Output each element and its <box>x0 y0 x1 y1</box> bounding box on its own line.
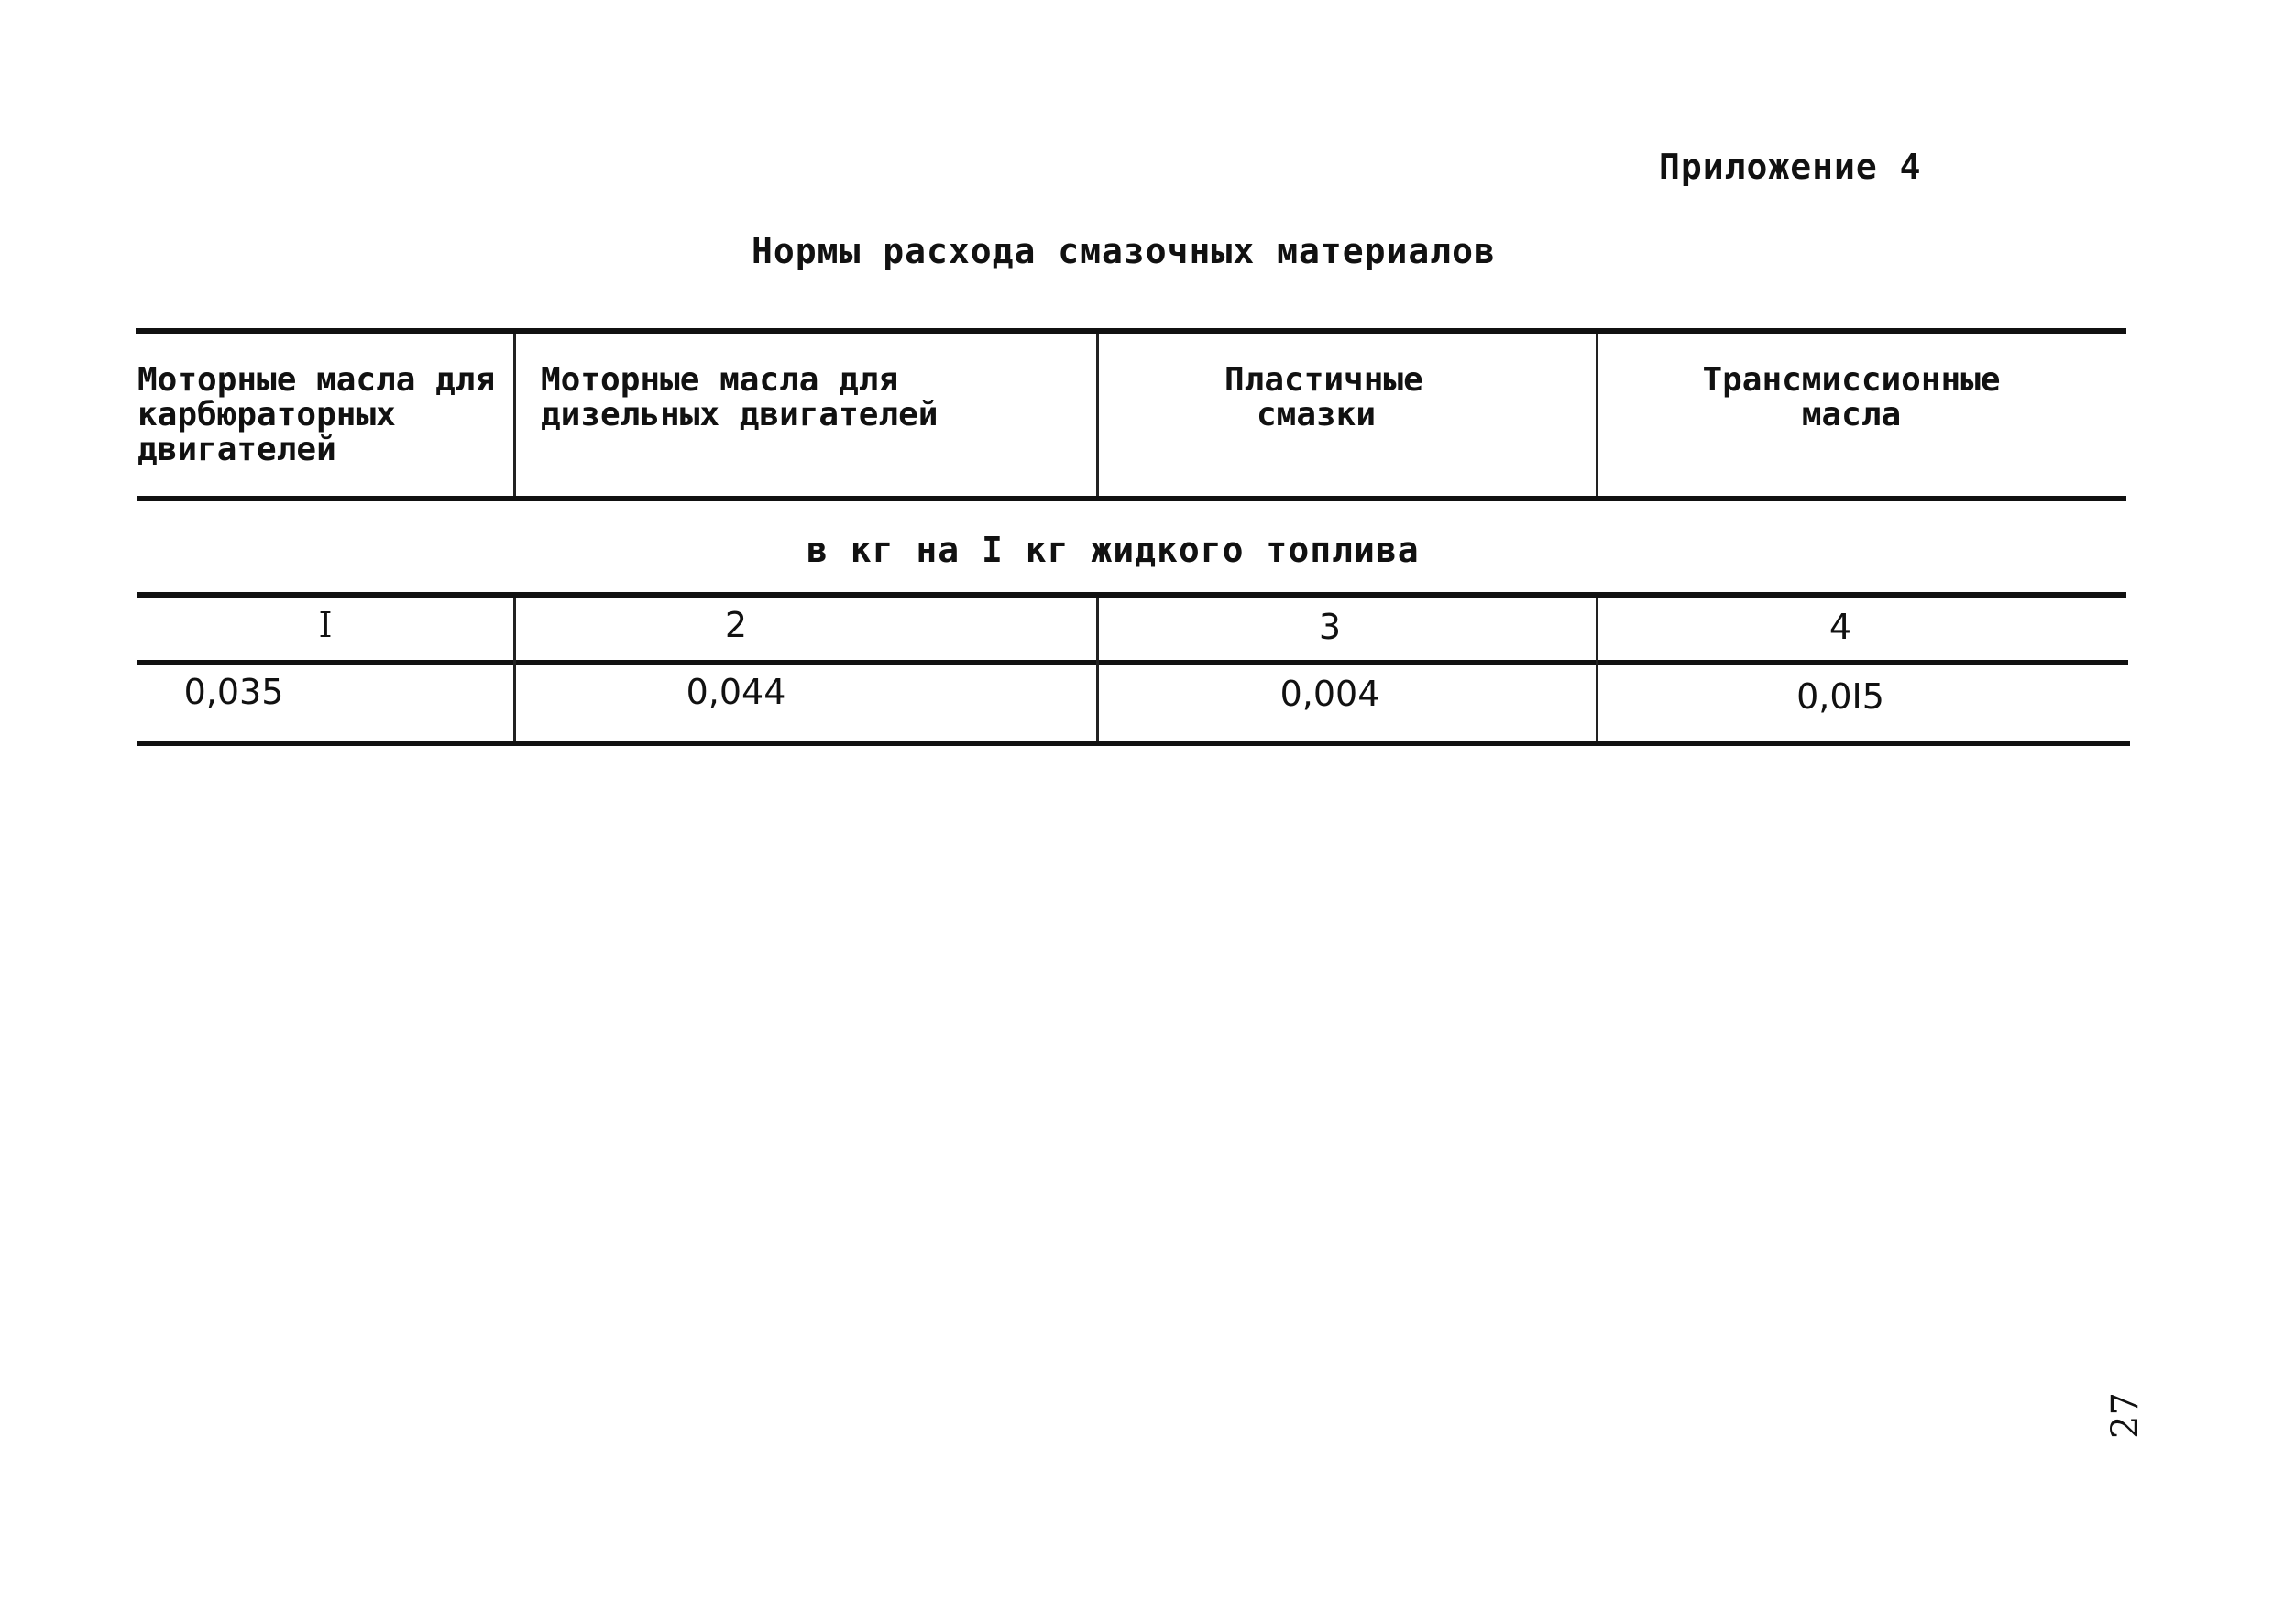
page-title: Нормы расхода смазочных материалов <box>752 231 1496 271</box>
table-top-rule <box>136 328 2126 334</box>
page-number: 27 <box>2104 1392 2147 1439</box>
appendix-label: Приложение 4 <box>1659 147 1922 187</box>
value-col-1: 0,035 <box>183 672 284 712</box>
header-col-4: Трансмиссионные масла <box>1702 361 2001 433</box>
header-col-separator-1 <box>513 334 516 496</box>
header-bottom-rule <box>137 496 2126 501</box>
header-col-2: Моторные масла для дизельных двигателей <box>541 361 939 433</box>
header-col-3: Пластичные смазки <box>1224 361 1423 433</box>
value-col-4: 0,0I5 <box>1796 676 1884 717</box>
units-text: в кг на I кг жидкого топлива <box>807 530 1420 570</box>
table-bottom-rule <box>137 741 2130 746</box>
column-number-4: 4 <box>1828 607 1852 647</box>
numbers-bottom-rule <box>137 660 2128 665</box>
column-number-2: 2 <box>724 605 748 645</box>
column-number-3: 3 <box>1318 607 1342 647</box>
value-col-3: 0,004 <box>1279 674 1380 714</box>
header-col-1: Моторные масла для карбюраторных двигателей <box>137 361 496 468</box>
value-col-2: 0,044 <box>686 672 786 712</box>
column-number-1: I <box>318 605 333 645</box>
header-col-separator-3 <box>1596 334 1598 496</box>
units-bottom-rule <box>137 592 2126 598</box>
header-col-separator-2 <box>1096 334 1099 496</box>
